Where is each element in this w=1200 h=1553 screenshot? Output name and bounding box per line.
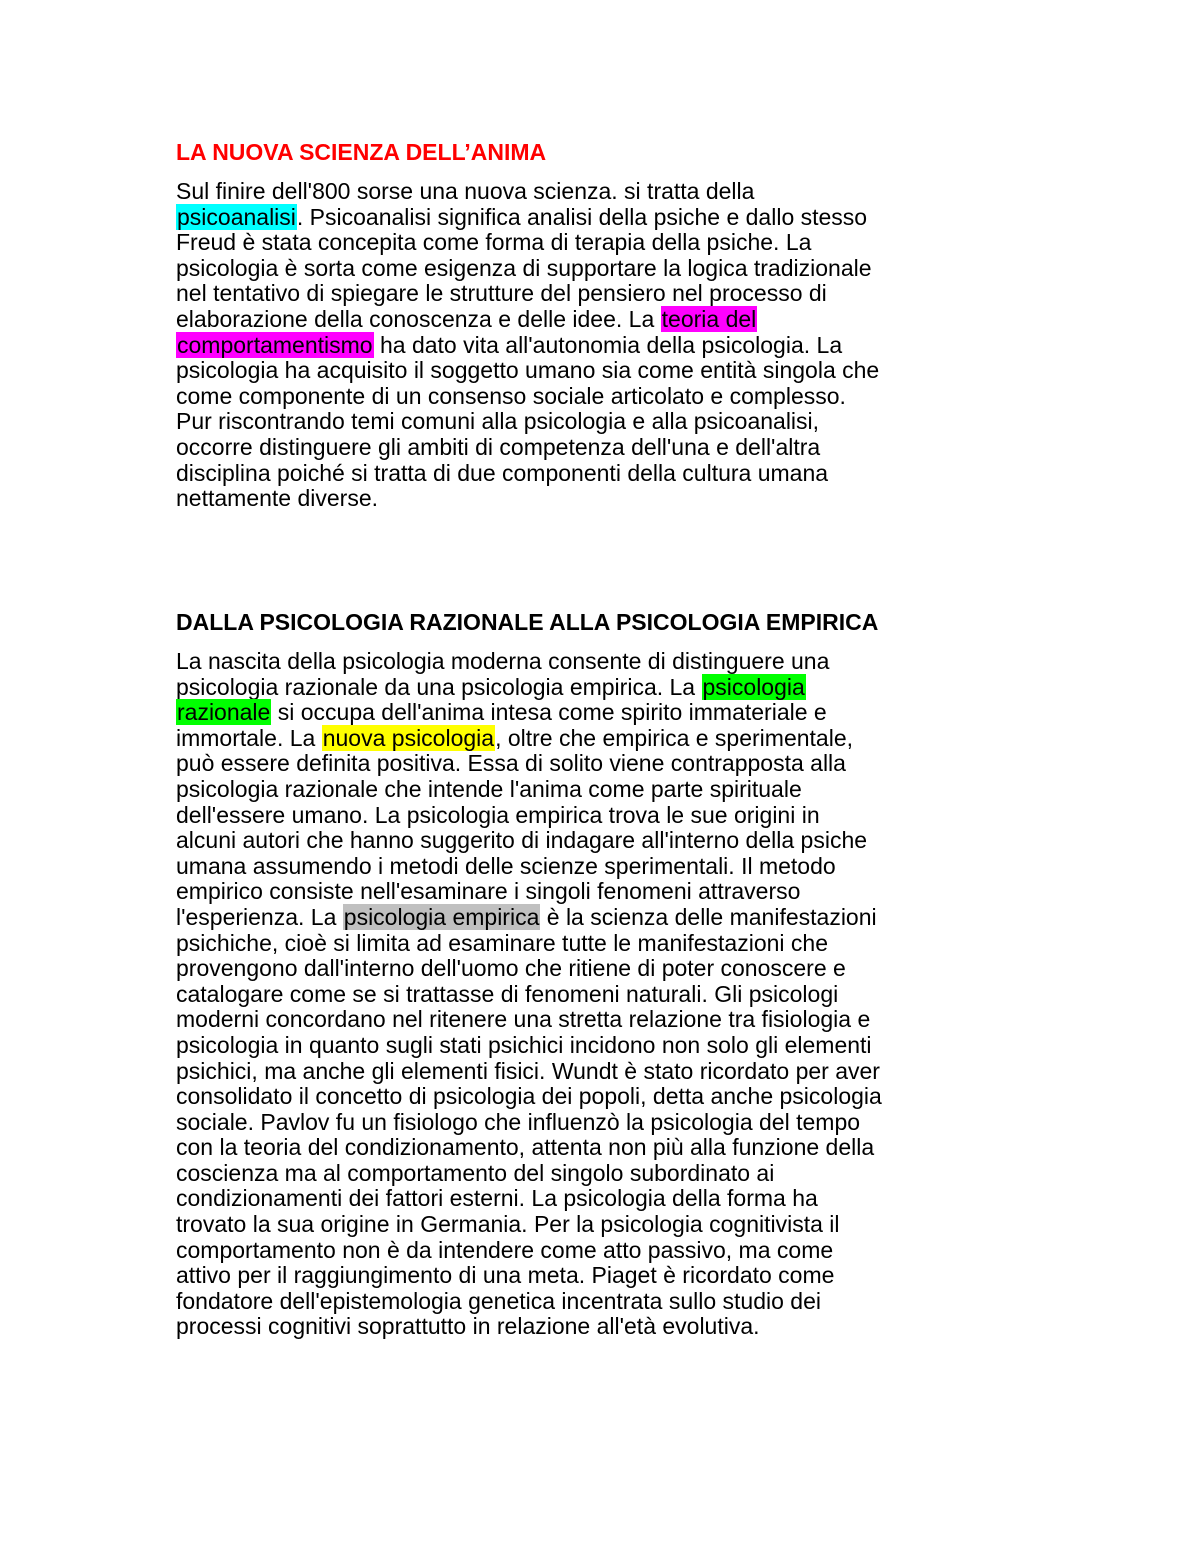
text-run: coscienza ma al comportamento del singolo subordinato ai [176, 1159, 775, 1186]
text-run: come componente di un consenso sociale articolato e complesso. [176, 382, 846, 409]
text-run: psicologia razionale che intende l'anima come parte spirituale [176, 775, 802, 802]
text-run: può essere definita positiva. Essa di solito viene contrapposta alla [176, 750, 846, 777]
text-line [176, 751, 1036, 777]
section2-title: DALLA PSICOLOGIA RAZIONALE ALLA PSICOLOGIA EMPIRICA [176, 609, 879, 635]
text-run: catalogare come se si trattasse di fenomeni naturali. Gli psicologi [176, 980, 839, 1007]
text-line [176, 931, 1036, 957]
text-run: Pur riscontrando temi comuni alla psicologia e alla psicoanalisi, [176, 408, 820, 435]
text-line [176, 358, 1036, 384]
text-run: sociale. Pavlov fu un fisiologo che influenzò la psicologia del tempo [176, 1108, 861, 1135]
text-line [176, 1059, 1036, 1085]
highlighted-term: psicoanalisi [177, 203, 296, 230]
text-run: psicologia ha acquisito il soggetto umano sia come entità singola che [176, 357, 880, 384]
section1-body [176, 179, 1036, 512]
highlighted-term: nuova psicologia [322, 724, 495, 751]
text-run: empirico consiste nell'esaminare i singoli fenomeni attraverso [176, 878, 801, 905]
highlighted-term: psicologia empirica [343, 903, 540, 930]
text-line [176, 1033, 1036, 1059]
text-run: La nascita della psicologia moderna consente di distinguere una [176, 648, 830, 674]
text-run: elaborazione della conoscenza e delle idee. La [176, 305, 661, 332]
text-run: si occupa dell'anima intesa come spirito immateriale e [271, 699, 827, 726]
highlighted-term: razionale [177, 699, 271, 726]
text-line [176, 307, 1036, 333]
text-run: attivo per il raggiungimento di una meta. Piaget è ricordato come [176, 1262, 835, 1289]
text-line [176, 1084, 1036, 1110]
text-line [176, 777, 1036, 803]
text-line [176, 461, 1036, 487]
text-run: disciplina poiché si tratta di due componenti della cultura umana [176, 459, 829, 486]
text-line [176, 1238, 1036, 1264]
section1-title: LA NUOVA SCIENZA DELL’ANIMA [176, 139, 547, 165]
text-line [176, 905, 1036, 931]
text-line [176, 1110, 1036, 1136]
text-run: Sul finire dell'800 sorse una nuova scienza. si tratta della [176, 178, 755, 204]
text-run: ha dato vita all'autonomia della psicologia. La [373, 331, 843, 358]
text-run: psicologia in quanto sugli stati psichici incidono non solo gli elementi [176, 1031, 872, 1058]
text-run: è la scienza delle manifestazioni [540, 903, 877, 930]
text-line [176, 409, 1036, 435]
text-run: con la teoria del condizionamento, attenta non più alla funzione della [176, 1134, 875, 1161]
highlighted-term: comportamentismo [177, 331, 373, 358]
text-run: fondatore dell'epistemologia genetica incentrata sullo studio dei [176, 1287, 821, 1314]
text-line [176, 1289, 1036, 1315]
text-line [176, 982, 1036, 1008]
text-line [176, 281, 1036, 307]
text-run: consolidato il concetto di psicologia dei popoli, detta anche psicologia [176, 1083, 882, 1110]
text-line [176, 179, 1036, 205]
text-run: occorre distinguere gli ambiti di competenza dell'una e dell'altra [176, 433, 821, 460]
text-line [176, 435, 1036, 461]
text-run: l'esperienza. La [176, 903, 343, 930]
text-line [176, 803, 1036, 829]
text-run: nettamente diverse. [176, 485, 379, 512]
text-run: alcuni autori che hanno suggerito di indagare all'interno della psiche [176, 827, 868, 854]
text-run: moderni concordano nel ritenere una stretta relazione tra fisiologia e [176, 1006, 871, 1033]
text-run: umana assumendo i metodi delle scienze sperimentali. Il metodo [176, 852, 836, 879]
highlighted-term: psicologia [702, 673, 805, 700]
text-line [176, 675, 1036, 701]
text-line [176, 726, 1036, 752]
text-run: immortale. La [176, 724, 322, 751]
text-run: psichici, ma anche gli elementi fisici. Wundt è stato ricordato per aver [176, 1057, 880, 1084]
text-line [176, 256, 1036, 282]
text-run: trovato la sua origine in Germania. Per la psicologia cognitivista il [176, 1211, 840, 1238]
text-line [176, 1314, 1036, 1340]
text-line [176, 649, 1036, 675]
text-run: psicologia razionale da una psicologia empirica. La [176, 673, 702, 700]
text-run: Freud è stata concepita come forma di terapia della psiche. La [176, 229, 812, 256]
text-line [176, 205, 1036, 231]
text-line [176, 956, 1036, 982]
text-run: psicologia è sorta come esigenza di supportare la logica tradizionale [176, 254, 872, 281]
text-line [176, 1212, 1036, 1238]
text-line [176, 700, 1036, 726]
text-line [176, 230, 1036, 256]
text-run: nel tentativo di spiegare le strutture del pensiero nel processo di [176, 280, 827, 307]
text-run: . Psicoanalisi significa analisi della psiche e dallo stesso [296, 203, 868, 230]
text-line [176, 879, 1036, 905]
highlighted-term: teoria del [661, 305, 757, 332]
text-line [176, 1135, 1036, 1161]
text-line [176, 1186, 1036, 1212]
text-line [176, 1263, 1036, 1289]
text-run: , oltre che empirica e sperimentale, [495, 724, 853, 751]
text-run: psichiche, cioè si limita ad esaminare tutte le manifestazioni che [176, 929, 828, 956]
text-line [176, 333, 1036, 359]
text-line [176, 854, 1036, 880]
text-line [176, 486, 1036, 512]
text-run: dell'essere umano. La psicologia empirica trova le sue origini in [176, 801, 820, 828]
section2-body [176, 649, 1036, 1340]
text-line [176, 1007, 1036, 1033]
text-run: provengono dall'interno dell'uomo che ritiene di poter conoscere e [176, 955, 846, 982]
text-line [176, 384, 1036, 410]
text-run: comportamento non è da intendere come atto passivo, ma come [176, 1236, 834, 1263]
text-line [176, 828, 1036, 854]
text-run: condizionamenti dei fattori esterni. La psicologia della forma ha [176, 1185, 818, 1212]
text-line [176, 1161, 1036, 1187]
text-run: processi cognitivi soprattutto in relazione all'età evolutiva. [176, 1313, 760, 1340]
